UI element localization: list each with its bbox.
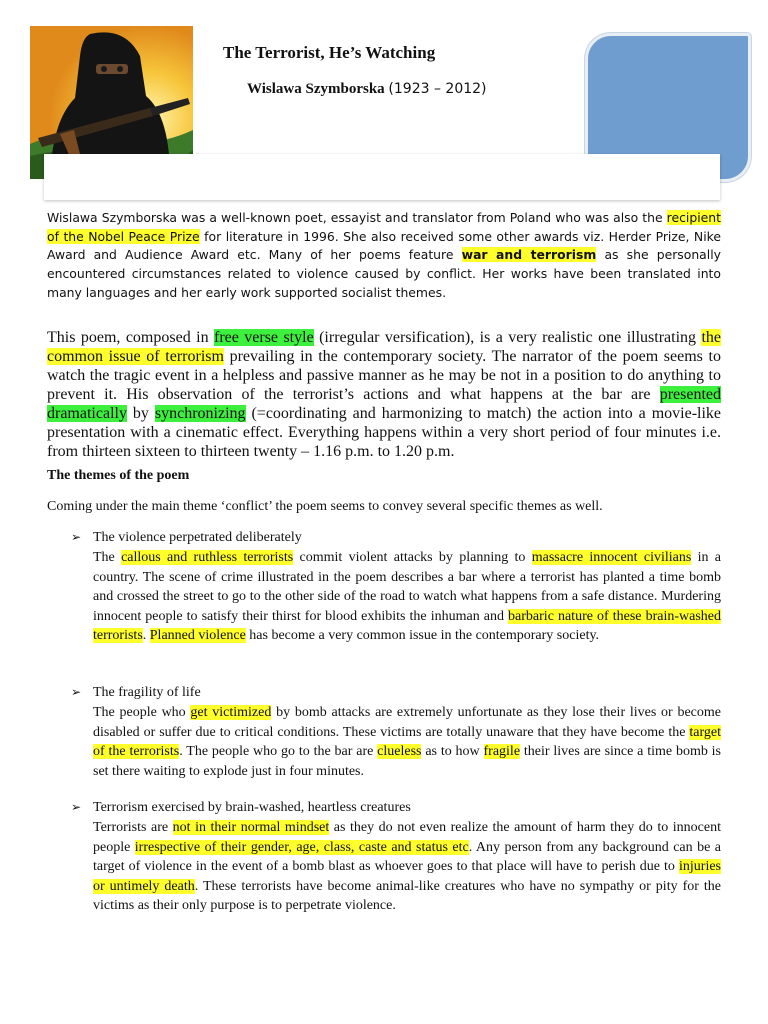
arrow-bullet-icon: ➢	[71, 530, 82, 544]
author-name: Wislawa Szymborska	[247, 81, 385, 97]
highlight: callous and ruthless terrorists	[121, 550, 294, 565]
highlight: war and terrorism	[461, 247, 597, 263]
theme-title-text: Terrorism exercised by brain-washed, heartless creatures	[93, 800, 411, 815]
author-line	[247, 81, 487, 98]
decorative-white-banner	[44, 154, 720, 200]
text-run: commit violent attacks by planning to	[293, 550, 532, 565]
arrow-bullet-icon: ➢	[71, 800, 82, 814]
theme-paragraph	[93, 548, 721, 646]
theme-title-text: The fragility of life	[93, 685, 201, 700]
text-run: in a country. The scene of crime illustrated in the poem describes a bar where a terrorist has planted a time bomb and crossed the street to go to the other side of the road to watch what happens from a safe distance. Murdering innocent people to satisfy their thirst for blood exhibits the inhuman and	[93, 550, 722, 624]
text-run: their lives are since a time bomb is set there waiting to explode just in four minutes.	[93, 744, 722, 779]
author-years: (1923 – 2012)	[388, 81, 487, 97]
text-run: This poem, composed in	[47, 329, 214, 346]
highlight: not in their normal mindset	[172, 820, 330, 835]
text-run: by	[126, 405, 155, 422]
highlight: massacre innocent civilians	[531, 550, 692, 565]
text-run: has become a very common issue in the contemporary society.	[245, 628, 600, 643]
themes-heading: The themes of the poem	[47, 468, 190, 483]
themes-intro: Coming under the main theme ‘conflict’ the poem seems to convey several specific themes as well.	[47, 499, 603, 514]
highlight: Planned violence	[149, 628, 246, 643]
text-run: Terrorists are	[93, 820, 173, 835]
theme-paragraph	[93, 818, 721, 916]
highlight: the common issue of terrorism	[47, 329, 721, 365]
highlight: fragile	[483, 744, 521, 759]
highlight: injuries or untimely death	[93, 859, 721, 894]
biography-paragraph	[47, 209, 721, 303]
text-run: as she personally encountered circumstances related to violence caused by conflict. Her works have been translated into many languages and her early work supported socialist themes.	[47, 247, 721, 300]
text-run: as to how	[421, 744, 484, 759]
text-run: by bomb attacks are extremely unfortunate as they lose their lives or become disabled or suffer due to critical conditions. These victims are totally unaware that they have become the	[93, 705, 721, 740]
highlight: clueless	[377, 744, 422, 759]
theme-title	[71, 530, 302, 546]
highlight: target of the terrorists	[93, 724, 721, 759]
highlight: presented dramatically	[47, 386, 721, 422]
text-run: The	[93, 550, 122, 565]
highlight: barbaric nature of these brain-washed terrorists	[93, 608, 721, 643]
theme-title	[71, 685, 201, 701]
highlight: get victimized	[190, 705, 272, 720]
text-run: (irregular versification), is a very realistic one illustrating	[313, 329, 702, 346]
text-run: (=coordinating and harmonizing to match) the action into a movie-like presentation with a cinematic effect. Everything happens within a very short period of four minutes i.e. from thirteen sixteen to thirteen twenty – 1.16 p.m. to 1.20 p.m.	[47, 405, 722, 460]
text-run: The people who	[93, 705, 191, 720]
theme-paragraph	[93, 703, 721, 781]
theme-title-text: The violence perpetrated deliberately	[93, 530, 302, 545]
text-run: prevailing in the contemporary society. The narrator of the poem seems to watch the tragic event in a helpless and passive manner as he may be not in a position to do anything to prevent it. His observation of the terrorist’s actions and what happens at the bar are	[47, 348, 721, 403]
text-run: Wislawa Szymborska was a well-known poet, essayist and translator from Poland who was also the	[47, 210, 667, 225]
highlight: recipient of the Nobel Peace Prize	[47, 210, 721, 244]
highlight: irrespective of their gender, age, class, caste and status etc	[134, 839, 469, 855]
highlight: synchronizing	[154, 405, 246, 422]
text-run: as they do not even realize the amount of harm they do to innocent people	[93, 820, 721, 855]
theme-title	[71, 800, 411, 816]
text-run: . Any person from any background can be a target of violence in the event of a bomb blast as whoever goes to that place will have to perish due to	[93, 839, 721, 874]
poem-title: The Terrorist, He’s Watching	[223, 43, 436, 62]
arrow-bullet-icon: ➢	[71, 685, 82, 699]
poem-overview-paragraph	[47, 328, 721, 461]
text-run: .	[142, 628, 150, 643]
highlight: free verse style	[214, 329, 314, 346]
text-run: . These terrorists have become animal-like creatures who have no sympathy or pity for the victims as their only purpose is to perpetrate violence.	[93, 878, 721, 913]
text-run: for literature in 1996. She also received some other awards viz. Herder Prize, Nike Award and Audience Award etc. Many of her poems feature	[47, 228, 721, 263]
text-run: . The people who go to the bar are	[179, 744, 378, 759]
